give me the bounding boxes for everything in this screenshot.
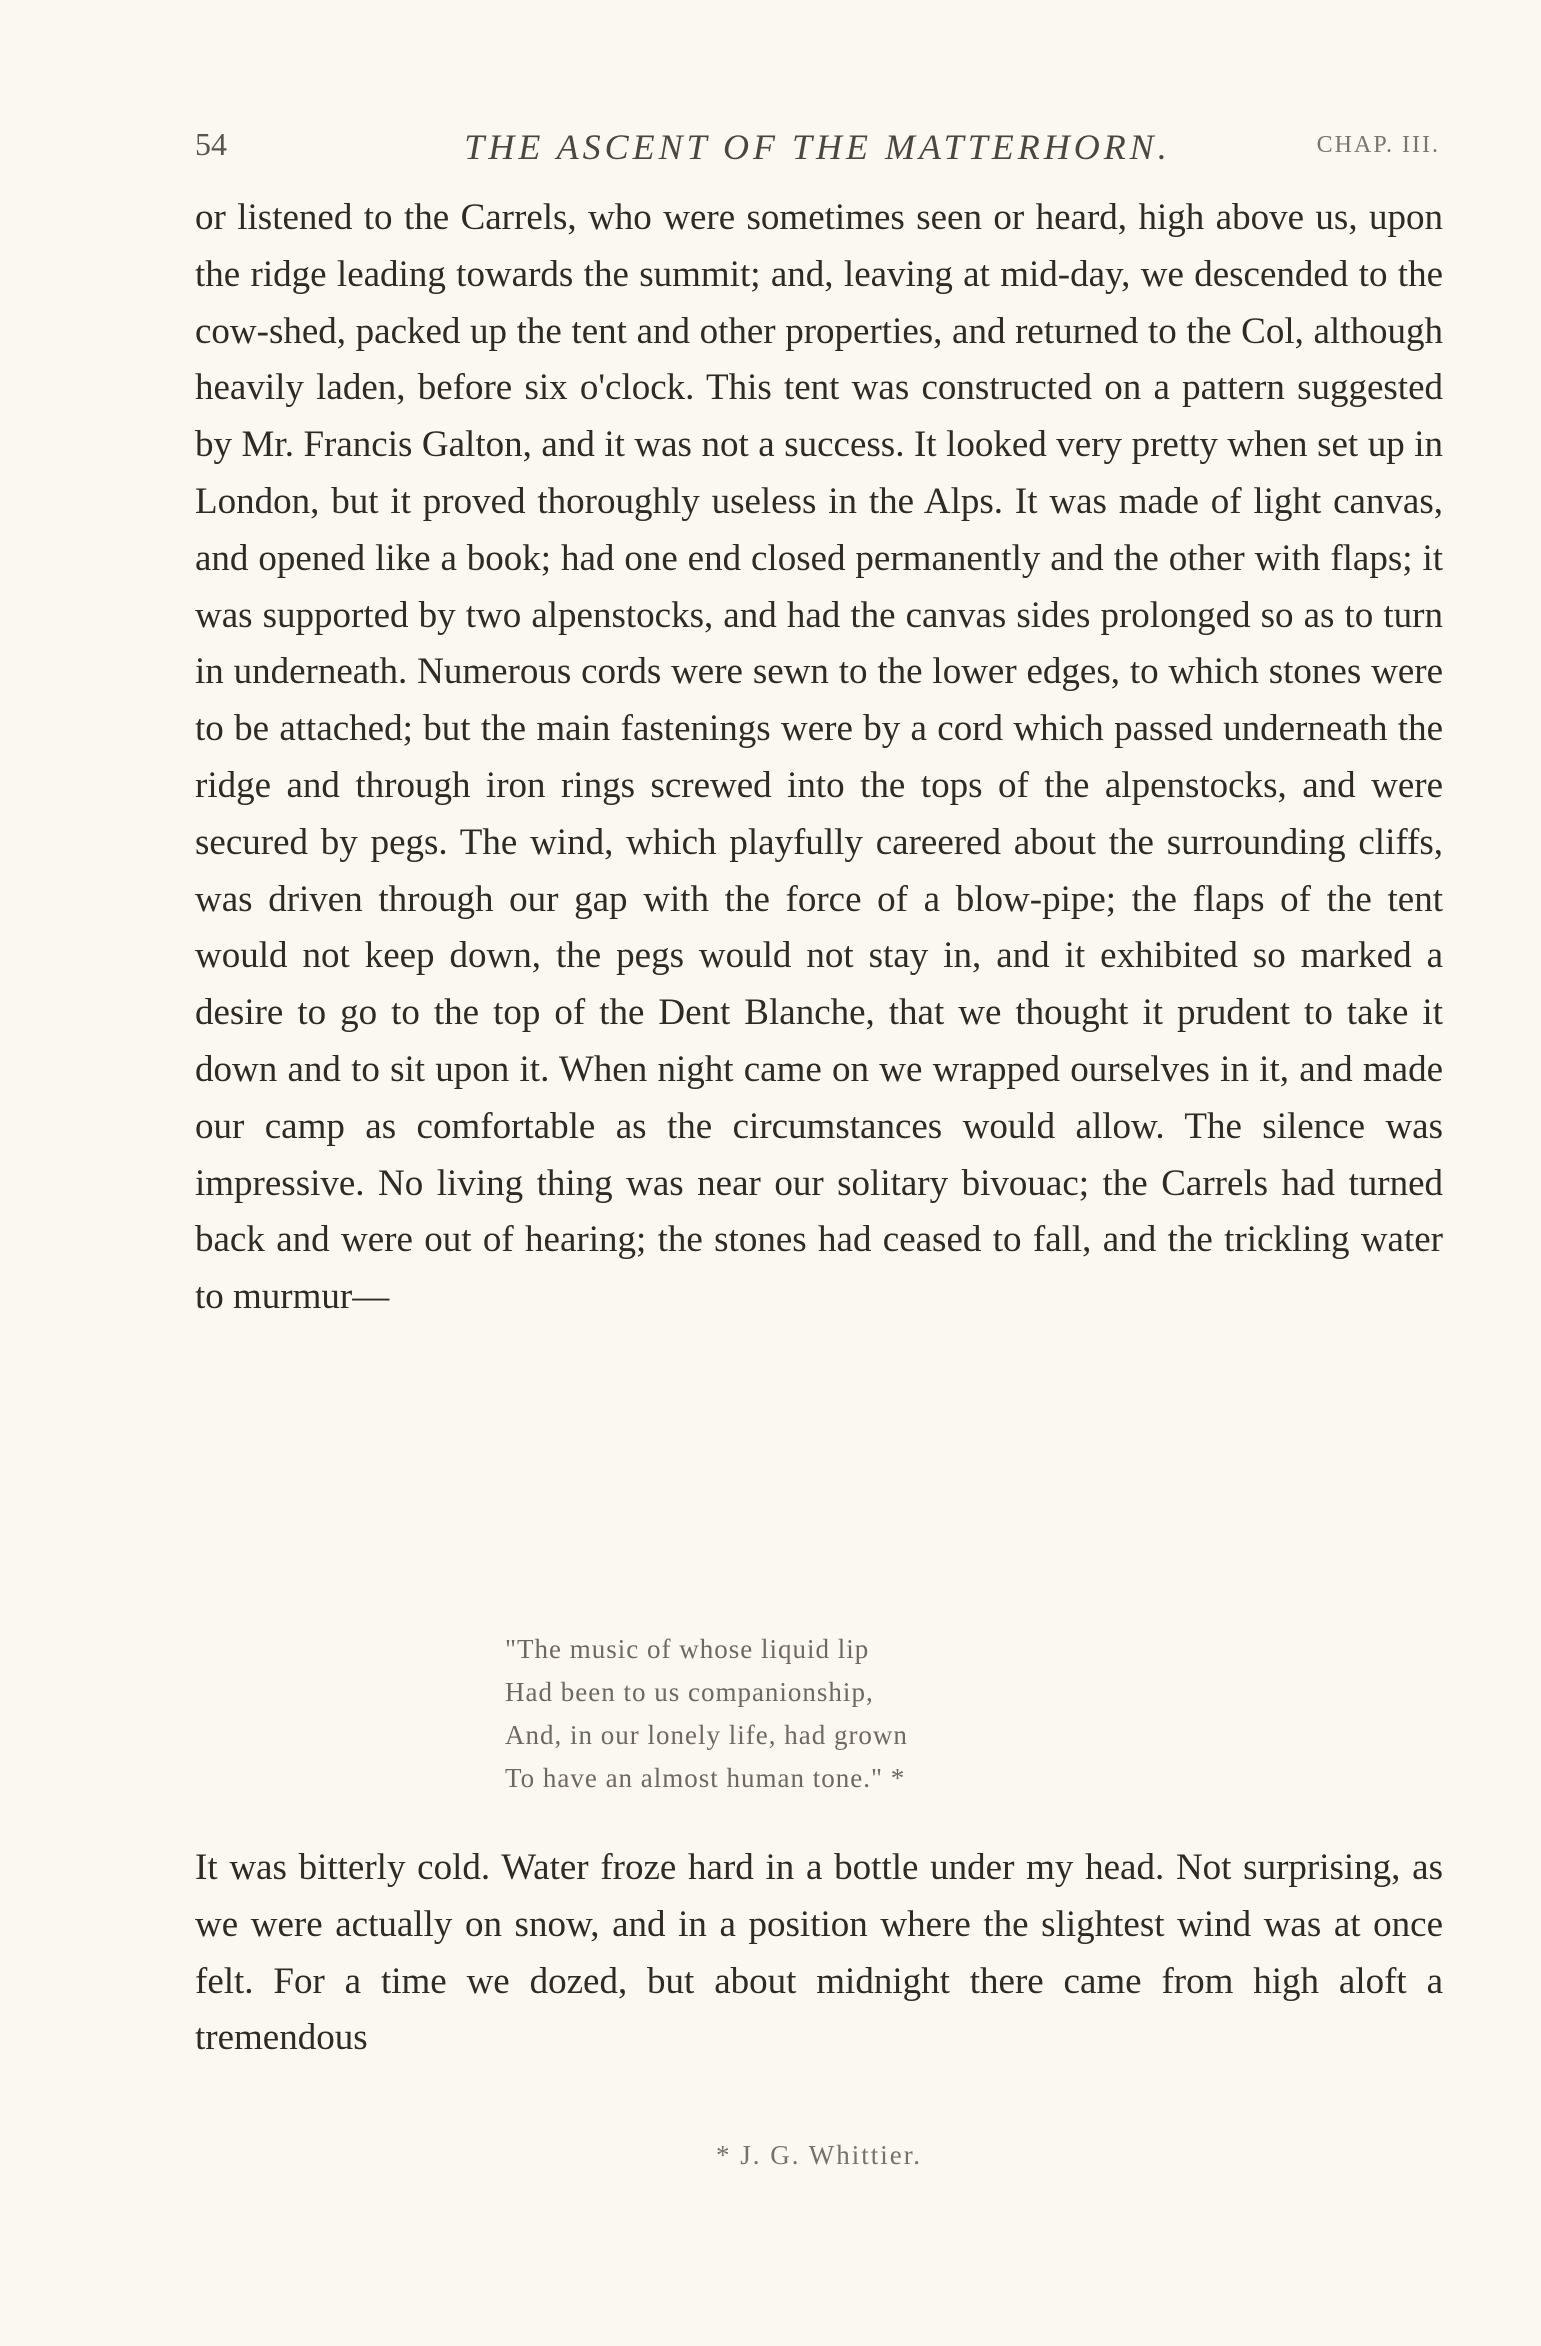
- verse-quotation: [505, 1628, 1125, 1800]
- paragraph-text: It was bitterly cold. Water froze hard in a bottle under my head. Not surprising, as we were actually on snow, and in a position where the slightest wind was at once felt. For a time we dozed, but about midnight there came from high aloft a tremendous: [195, 1847, 1443, 2059]
- page-number: 54: [195, 126, 227, 162]
- running-head: [195, 126, 1440, 176]
- chapter-label: CHAP. III.: [1316, 132, 1440, 158]
- verse-line: "The music of whose liquid lip: [505, 1634, 870, 1664]
- body-paragraph-1: [195, 190, 1443, 1326]
- running-title: THE ASCENT OF THE MATTERHORN.: [464, 127, 1171, 167]
- body-paragraph-2: [195, 1840, 1443, 2067]
- footnote: * J. G. Whittier.: [716, 2140, 922, 2170]
- verse-line: And, in our lonely life, had grown: [505, 1720, 908, 1750]
- paragraph-text: or listened to the Carrels, who were sometimes seen or heard, high above us, upon the ridge leading towards the summit; and, leaving at mid-day, we descended to the cow-shed, packed up the tent and other properties, and returned to the Col, although heavily laden, before six o'clock. This tent was constructed on a pattern suggested by Mr. Francis Galton, and it was not a success. It looked very pretty when set up in London, but it proved thoroughly useless in the Alps. It was made of light canvas, and opened like a book; had one end closed permanently and the other with flaps; it was supported by two alpenstocks, and had the canvas sides prolonged so as to turn in underneath. Numerous cords were sewn to the lower edges, to which stones were to be attached; but the main fastenings were by a cord which passed underneath the ridge and through iron rings screwed into the tops of the alpenstocks, and were secured by pegs. The wind, which playfully careered about the surrounding cliffs, was driven through our gap with the force of a blow-pipe; the flaps of the tent would not keep down, the pegs would not stay in, and it exhibited so marked a desire to go to the top of the Dent Blanche, that we thought it prudent to take it down and to sit upon it. When night came on we wrapped ourselves in it, and made our camp as comfortable as the circumstances would allow. The silence was impressive. No living thing was near our solitary bivouac; the Carrels had turned back and were out of hearing; the stones had ceased to fall, and the trickling water to murmur—: [195, 197, 1443, 1318]
- verse-line: To have an almost human tone." *: [505, 1763, 906, 1793]
- verse-line: Had been to us companionship,: [505, 1677, 874, 1707]
